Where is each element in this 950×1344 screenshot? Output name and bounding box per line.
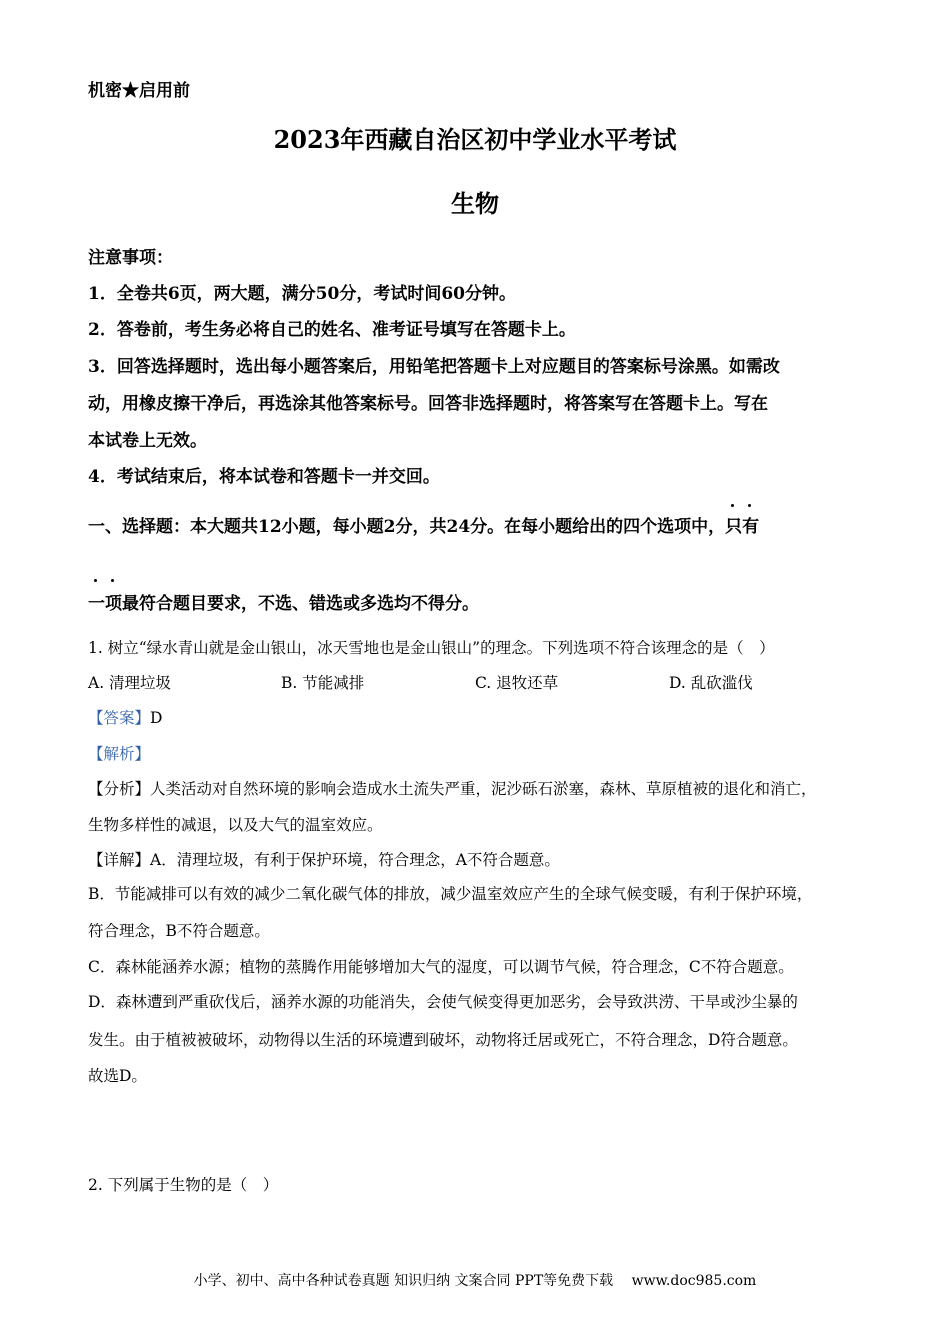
confidential-label: 机密★启用前 (88, 81, 190, 101)
detail-line-c: C．森林能涵养水源；植物的蒸腾作用能够增加大气的湿度，可以调节气候，符合理念，C不符合题意。 (88, 958, 794, 976)
emphasis-only-one (725, 512, 759, 537)
emphasis-text: 只有 (725, 517, 760, 537)
question-1-answer (88, 706, 162, 728)
section-1-text: 一、选择题：本大题共12小题，每小题2分，共24分。在每小题给出的四个选项中， (88, 517, 726, 537)
conclusion: 故选D。 (88, 1067, 147, 1085)
exam-title: 2023年西藏自治区初中学业水平考试 (273, 125, 677, 154)
answer-tag: 【答案】 (88, 709, 151, 727)
detail-line-d-2: 发生。由于植被被破坏，动物得以生活的环境遭到破坏，动物将迁居或死亡，不符合理念，D符合题意。 (88, 1031, 798, 1049)
section-1-line-1 (88, 512, 759, 537)
emphasis-dot (111, 579, 114, 582)
detail-line-b-2: 符合理念，B不符合题意。 (88, 922, 270, 940)
question-1-stem: 1. 树立“绿水青山就是金山银山，冰天雪地也是金山银山”的理念。下列选项不符合该理念的是（ ） (88, 639, 775, 657)
emphasis-one-item (88, 589, 122, 614)
detail-a-text: A．清理垃圾，有利于保护环境，符合理念，A不符合题意。 (150, 851, 560, 869)
notes-item-3-line-3: 本试卷上无效。 (88, 431, 207, 451)
fenxi-text: 人类活动对自然环境的影响会造成水土流失严重，泥沙砾石淤塞，森林、草原植被的退化和消亡， (150, 780, 817, 798)
question-1-option-c: C. 退牧还草 (475, 674, 559, 692)
notes-item-3-line-1: 3．回答选择题时，选出每小题答案后，用铅笔把答题卡上对应题目的答案标号涂黑。如需改 (88, 357, 780, 377)
fenxi-tag: 【分析】 (88, 780, 151, 798)
fenxi-line-2: 生物多样性的减退，以及大气的温室效应。 (88, 816, 383, 834)
question-1-option-b: B. 节能减排 (281, 674, 365, 692)
analysis-tag: 【解析】 (88, 745, 151, 763)
notes-item-2: 2．答卷前，考生务必将自己的姓名、准考证号填写在答题卡上。 (88, 320, 576, 340)
notes-item-4: 4．考试结束后，将本试卷和答题卡一并交回。 (88, 467, 440, 487)
emphasis-dot (94, 579, 97, 582)
question-2-stem: 2. 下列属于生物的是（ ） (88, 1176, 279, 1194)
detail-line-d-1: D．森林遭到严重砍伐后，涵养水源的功能消失，会使气候变得更加恶劣，会导致洪涝、干旱或沙尘暴的 (88, 993, 798, 1011)
answer-value: D (150, 709, 163, 727)
emphasis-dot (748, 504, 751, 507)
section-1-instructions: 最符合题目要求，不选、错选或多选均不得分。 (122, 594, 479, 614)
detail-line-b-1: B．节能减排可以有效的减少二氧化碳气体的排放，减少温室效应产生的全球气候变暖，有利于保护环境， (88, 885, 813, 903)
notes-item-1: 1．全卷共6页，两大题，满分50分，考试时间60分钟。 (88, 284, 516, 304)
detail-line-a (88, 848, 560, 870)
emphasis-dot (731, 504, 734, 507)
emphasis-text: 一项 (88, 594, 122, 614)
fenxi-line-1 (88, 777, 817, 799)
detail-tag: 【详解】 (88, 851, 151, 869)
section-1-line-2 (88, 589, 479, 614)
notes-item-3-line-2: 动，用橡皮擦干净后，再选涂其他答案标号。回答非选择题时，将答案写在答题卡上。写在 (88, 394, 768, 414)
page-footer: 小学、初中、高中各种试卷真题 知识归纳 文案合同 PPT等免费下载 www.doc985.com (193, 1273, 757, 1289)
question-1-option-d: D. 乱砍滥伐 (669, 674, 753, 692)
subject-title: 生物 (451, 189, 499, 218)
notes-heading: 注意事项： (88, 248, 173, 268)
question-1-option-a: A. 清理垃圾 (88, 674, 172, 692)
